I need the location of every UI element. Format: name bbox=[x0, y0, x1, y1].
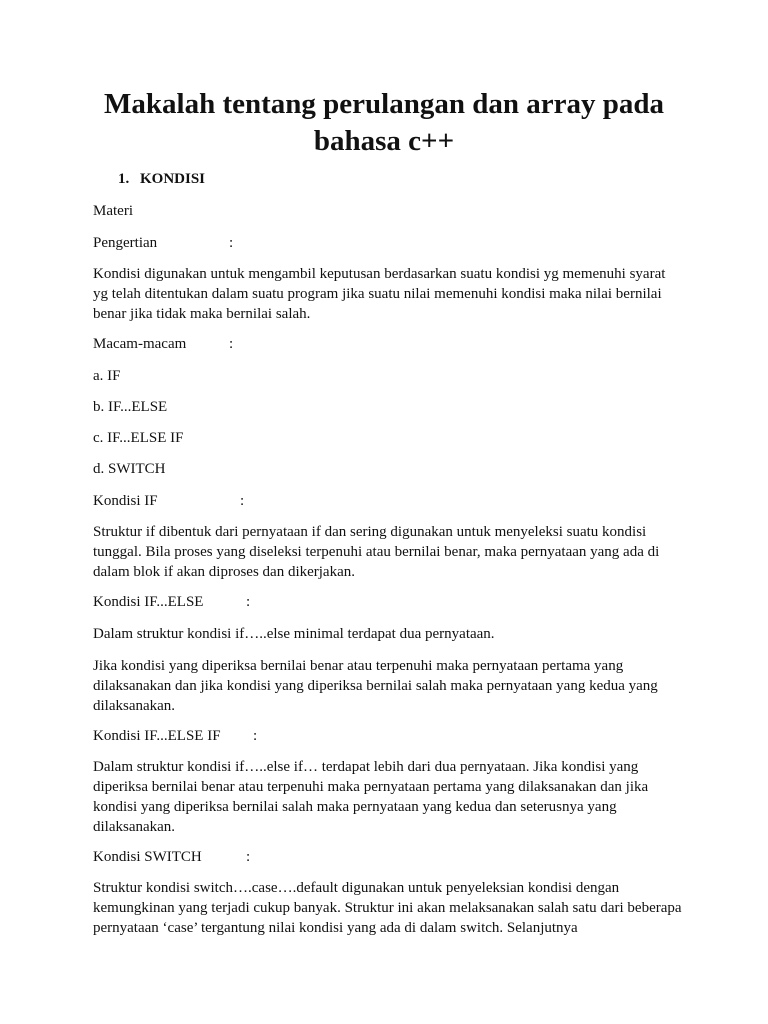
kondisi-switch-paragraph: Struktur kondisi switch….case….default digunakan untuk penyeleksian kondisi dengan kemungkinan yang terjadi cukup banyak. Struktur ini akan melaksanakan salah satu dari beberapa pernyataan ‘case’ tergantung nilai kondisi yang ada di dalam switch. Selanjutnya bbox=[93, 880, 682, 936]
kondisi-ifelseif-paragraph: Dalam struktur kondisi if…..else if… terdapat lebih dari dua pernyataan. Jika kondisi yang diperiksa bernilai benar atau terpenuhi maka pernyataan pertama yang dilaksanakan dan jika kondisi yang diperiksa bernilai salah maka pernyataan yang kedua dan seterusnya yang dilaksanakan. bbox=[93, 759, 649, 835]
section-number: 1. bbox=[118, 171, 130, 187]
pengertian-paragraph: Kondisi digunakan untuk mengambil keputusan berdasarkan suatu kondisi yg memenuhi syarat yg telah ditentukan dalam suatu program jika suatu nilai memenuhi kondisi maka nilai bernilai benar jika tidak maka bernilai salah. bbox=[93, 266, 666, 322]
kondisi-if-paragraph: Struktur if dibentuk dari pernyataan if dan sering digunakan untuk menyeleksi suatu kondisi tunggal. Bila proses yang diseleksi terpenuhi atau bernilai benar, maka pernyataan yang ada di dalam blok if akan diproses dan dikerjakan. bbox=[93, 524, 660, 580]
kondisi-ifelse-colon: : bbox=[246, 594, 251, 610]
materi-label: Materi bbox=[93, 203, 133, 219]
macam-colon: : bbox=[229, 336, 234, 352]
kondisi-ifelse-label: Kondisi IF...ELSE bbox=[93, 594, 204, 610]
kondisi-ifelseif-label: Kondisi IF...ELSE IF bbox=[93, 728, 221, 744]
kondisi-switch-colon: : bbox=[246, 849, 251, 865]
list-item-ifelseif: c. IF...ELSE IF bbox=[93, 430, 184, 446]
document-title: Makalah tentang perulangan dan array pada bahasa c++ bbox=[104, 88, 664, 157]
kondisi-ifelseif-colon: : bbox=[253, 728, 258, 744]
kondisi-if-label: Kondisi IF bbox=[93, 493, 158, 509]
kondisi-ifelse-paragraph-2: Jika kondisi yang diperiksa bernilai benar atau terpenuhi maka pernyataan pertama yang dilaksanakan dan jika kondisi yang diperiksa bernilai salah maka pernyataan yang kedua yang dilaksanakan. bbox=[93, 658, 658, 714]
section-heading bbox=[118, 171, 205, 188]
macam-label: Macam-macam bbox=[93, 336, 187, 352]
pengertian-label: Pengertian bbox=[93, 235, 158, 251]
kondisi-ifelse-paragraph-1: Dalam struktur kondisi if…..else minimal terdapat dua pernyataan. bbox=[93, 626, 495, 642]
kondisi-switch-label: Kondisi SWITCH bbox=[93, 849, 202, 865]
list-item-ifelse: b. IF...ELSE bbox=[93, 399, 168, 415]
list-item-switch: d. SWITCH bbox=[93, 461, 166, 477]
section-label: KONDISI bbox=[140, 171, 206, 187]
kondisi-if-colon: : bbox=[240, 493, 245, 509]
pengertian-colon: : bbox=[229, 235, 234, 251]
list-item-if: a. IF bbox=[93, 368, 121, 384]
